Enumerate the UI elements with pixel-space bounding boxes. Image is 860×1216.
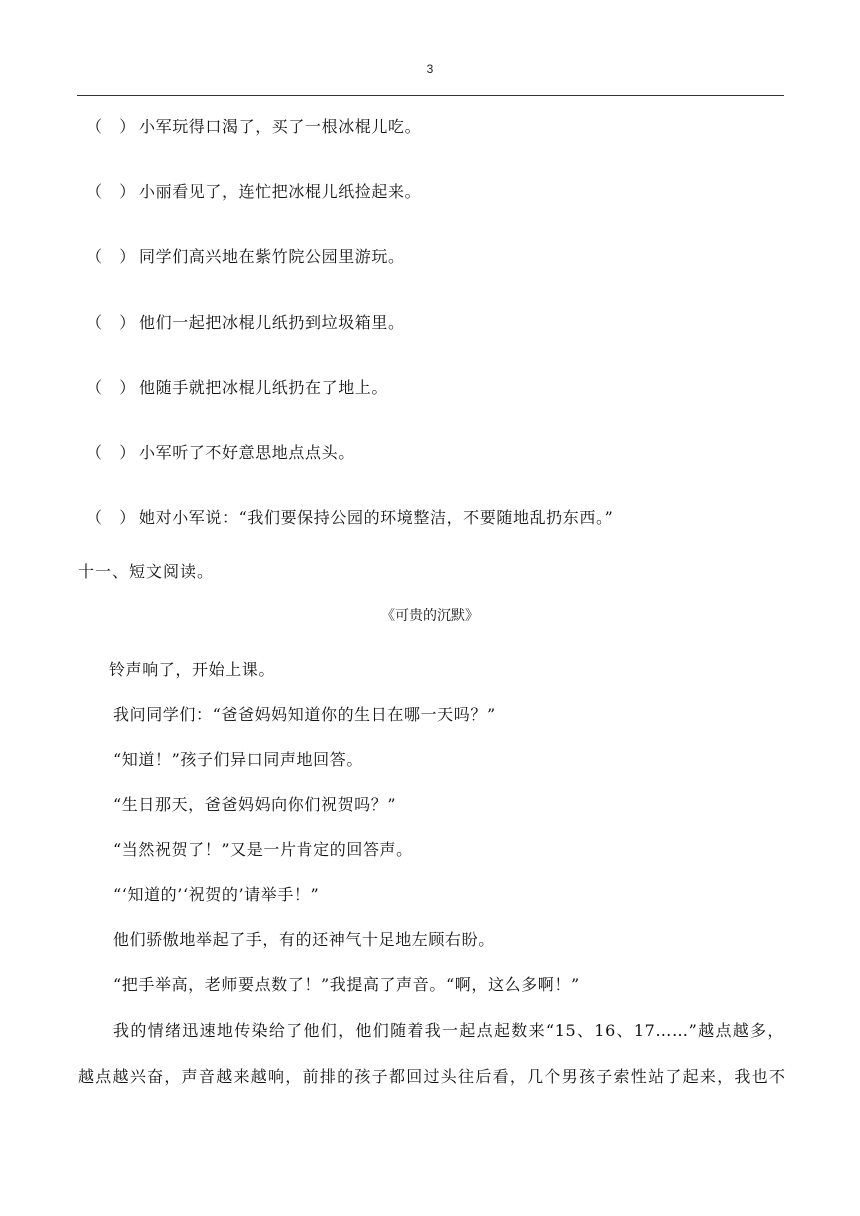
section-heading: 十一、短文阅读。	[78, 562, 215, 581]
header-rule	[77, 95, 784, 96]
ordering-item-text: 小丽看见了，连忙把冰棍儿纸捡起来。	[139, 182, 422, 201]
answer-bracket: （ ）	[86, 247, 136, 266]
passage-paragraph: “‘知道的’‘祝贺的’请举手！”	[113, 885, 320, 904]
answer-bracket: （ ）	[86, 117, 136, 136]
ordering-item	[86, 116, 421, 138]
passage-title: 《可贵的沉默》	[381, 608, 479, 624]
passage-paragraph: 他们骄傲地举起了手，有的还神气十足地左顾右盼。	[113, 930, 495, 949]
ordering-item-text: 小军玩得口渴了，买了一根冰棍儿吃。	[139, 117, 422, 136]
ordering-item-text: 同学们高兴地在紫竹院公园里游玩。	[139, 247, 405, 266]
ordering-item	[86, 442, 355, 464]
passage-paragraph: “生日那天，爸爸妈妈向你们祝贺吗？”	[113, 795, 397, 814]
ordering-item	[86, 181, 421, 203]
ordering-item-text: 他随手就把冰棍儿纸扔在了地上。	[139, 378, 389, 397]
ordering-item-text: 他们一起把冰棍儿纸扔到垃圾箱里。	[139, 313, 405, 332]
ordering-item	[86, 312, 405, 334]
answer-bracket: （ ）	[86, 508, 136, 527]
passage-paragraph: “把手举高，老师要点数了！”我提高了声音。“啊，这么多啊！”	[113, 975, 580, 994]
ordering-item-text: 小军听了不好意思地点点头。	[139, 443, 355, 462]
passage-paragraph: 铃声响了，开始上课。	[109, 660, 276, 679]
answer-bracket: （ ）	[86, 182, 136, 201]
passage-paragraph: “当然祝贺了！”又是一片肯定的回答声。	[113, 840, 413, 859]
ordering-item-text: 她对小军说：“我们要保持公园的环境整洁，不要随地乱扔东西。”	[139, 508, 614, 527]
passage-paragraph-continuation: 越点越兴奋，声音越来越响，前排的孩子都回过头往后看，几个男孩子索性站了起来，我也不	[78, 1067, 785, 1086]
passage-paragraph: 我问同学们：“爸爸妈妈知道你的生日在哪一天吗？”	[113, 705, 496, 724]
ordering-item	[86, 377, 388, 399]
passage-paragraph: “知道！”孩子们异口同声地回答。	[113, 750, 363, 769]
answer-bracket: （ ）	[86, 378, 136, 397]
passage-paragraph: 我的情绪迅速地传染给了他们，他们随着我一起点起数来“15、16、17……”越点越多，	[113, 1021, 784, 1040]
answer-bracket: （ ）	[86, 443, 136, 462]
answer-bracket: （ ）	[86, 313, 136, 332]
ordering-item	[86, 507, 613, 529]
page-number: 3	[426, 62, 434, 76]
ordering-item	[86, 246, 405, 268]
